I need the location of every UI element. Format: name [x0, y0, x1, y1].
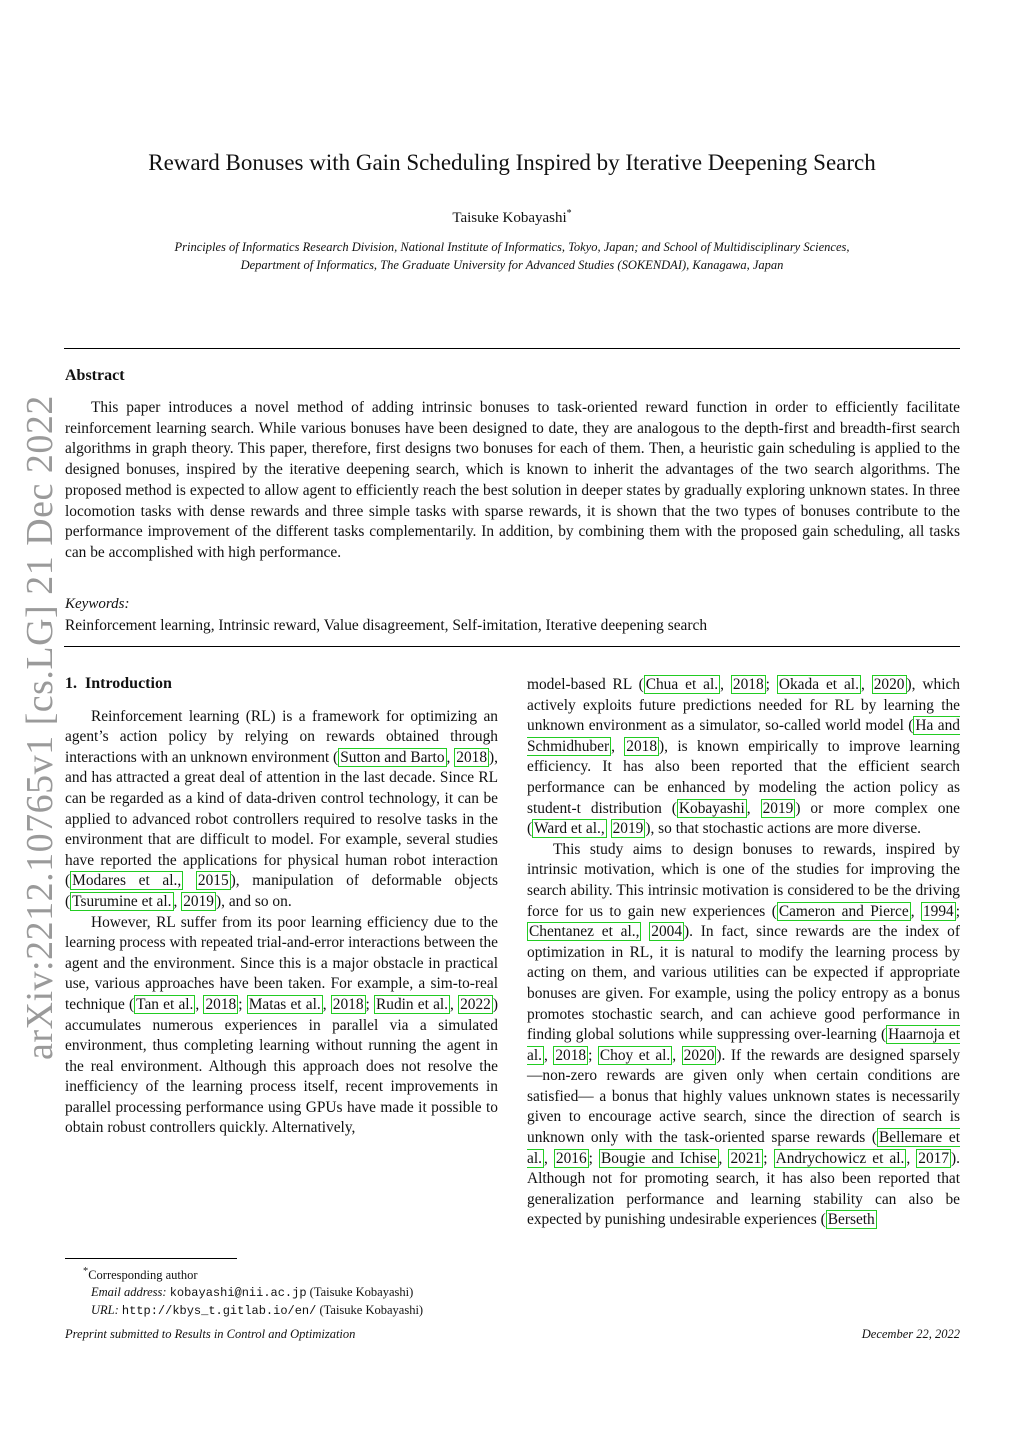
footnote-rule	[65, 1258, 237, 1259]
url-link[interactable]: http://kbys_t.gitlab.io/en/	[121, 1304, 317, 1319]
citation-link[interactable]: 2018	[626, 737, 658, 755]
email-link[interactable]: kobayashi@nii.ac.jp	[169, 1286, 307, 1301]
text-run: ), manipulation of deformable objects (	[65, 872, 498, 910]
citation-link[interactable]: Kobayashi	[678, 799, 745, 817]
citation-link[interactable]: 2020	[683, 1046, 715, 1064]
text-run: ,	[450, 995, 459, 1013]
text-run: However, RL suffer from its poor learning efficiency due to the learning process with repeated trial-and-error interactions between the agent and the environment. Since this is a major obstacle in practical use, various approaches have been taken. For example, a sim-to-real technique (	[65, 913, 498, 1013]
text-run: ), and has attracted a great deal of attention in the last decade. Since RL can be regarded as a kind of data-driven control technology, it can be applied to advanced robot controllers required to resolve tasks in the environment that are difficult to model. For example, several studies have reported the applications for physical human robot interaction (	[65, 748, 499, 890]
citation-link[interactable]: Chentanez et al.,	[529, 923, 640, 941]
footnote-url	[65, 1302, 498, 1320]
citation-link[interactable]: Tan et al.	[136, 995, 194, 1013]
text-run: ). In fact, since rewards are the index of optimization in RL, it is natural to modify the learning process by acting on them, and various utilities can be expected if appropriate bonuses are given. For example, using the policy entropy as a bonus promotes stochastic search, and can achieve good performance in finding global solutions while suppressing over-learning (	[527, 923, 960, 1044]
text-run: ), and so on.	[216, 892, 292, 910]
citation-link[interactable]: Matas et al.	[248, 995, 321, 1013]
author-footnote-mark[interactable]: *	[566, 208, 572, 219]
affiliation-line-1: Principles of Informatics Research Division, National Institute of Informatics, Tokyo, Japan; and School of Multidisciplinary Sciences,	[174, 240, 850, 254]
footer-date: December 22, 2022	[861, 1327, 960, 1341]
text-run: ;	[955, 902, 960, 920]
citation-link[interactable]: Ha and Schmidhuber	[527, 717, 960, 755]
citation-link[interactable]: Cameron and Pierce	[778, 902, 909, 920]
citation-link[interactable]: 2015	[197, 872, 229, 890]
citation-link[interactable]: Choy et al.	[599, 1046, 671, 1064]
paper-title: Reward Bonuses with Gain Scheduling Inspired by Iterative Deepening Search	[148, 150, 876, 175]
citation-link[interactable]: Tsurumine et al.	[72, 892, 172, 910]
citation-link[interactable]: Modares et al.,	[72, 872, 182, 890]
citation-link[interactable]: 2017	[918, 1149, 950, 1167]
footnote-email	[65, 1284, 498, 1302]
citation-link[interactable]: 2021	[730, 1149, 762, 1167]
text-run: ;	[763, 1149, 774, 1167]
text-run: ;	[588, 1046, 598, 1064]
email-name: (Taisuke Kobayashi)	[309, 1285, 414, 1300]
text-run: ) or more complex one (	[527, 799, 961, 838]
section-number: 1.	[65, 675, 77, 692]
citation-link[interactable]: 2022	[460, 995, 491, 1013]
citation-link[interactable]: 2019	[762, 799, 794, 817]
abstract-heading: Abstract	[65, 367, 125, 384]
citation-link[interactable]: 2018	[732, 676, 764, 693]
citation-link[interactable]: Chua et al.	[645, 676, 719, 693]
citation-link[interactable]: 2004	[651, 923, 683, 941]
citation-link[interactable]: 2020	[873, 676, 905, 693]
text-run: ,	[672, 1046, 682, 1064]
text-run: ,	[543, 1046, 554, 1064]
text-run: ,	[446, 748, 455, 766]
affiliation-line-2: Department of Informatics, The Graduate University for Advanced Studies (SOKENDAI), Kanagawa, Japan	[240, 258, 784, 272]
text-run: ,	[906, 1149, 917, 1167]
text-run: ,	[173, 892, 182, 910]
citation-link[interactable]: Berseth	[827, 1211, 875, 1229]
left-column	[65, 674, 498, 1139]
author-name: Taisuke Kobayashi	[452, 210, 567, 226]
keywords-list: Reinforcement learning, Intrinsic reward, Value disagreement, Self-imitation, Iterative deepening search	[65, 617, 708, 634]
text-run: ,	[746, 799, 761, 817]
text-run: ;	[365, 995, 374, 1013]
citation-link[interactable]: Bellemare et al.	[527, 1129, 960, 1167]
text-run: ,	[322, 995, 331, 1013]
right-column	[527, 675, 960, 1231]
text-run: model-based RL (	[527, 676, 644, 693]
footer-journal: Preprint submitted to Results in Control and Optimization	[65, 1327, 356, 1341]
citation-link[interactable]: 2019	[612, 820, 644, 838]
citation-link[interactable]: 2018	[456, 748, 488, 766]
citation-link[interactable]: 2018	[205, 995, 237, 1013]
text-run: ) accumulates numerous experiences in parallel via a simulated environment, thus completing learning without running the agent in the real environment. Although this approach does not resolve the inefficiency of the learning process itself, recent improvements in parallel processing performance using GPUs have made it possible to obtain robust controllers quickly. Alternatively,	[65, 995, 498, 1137]
footnote-corresponding-text: Corresponding author	[88, 1268, 198, 1283]
intro-paragraph-3	[527, 675, 960, 840]
abstract-text: This paper introduces a novel method of adding intrinsic bonuses to task-oriented reward function in order to efficiently facilitate reinforcement learning search. While various bonuses have been designed to date, they are analogous to the depth-first and breadth-first search algorithms in graph theory. This paper, therefore, first designs two bonuses for each of them. Then, a heuristic gain scheduling is applied to the designed bonuses, inspired by the iterative deepening search, which is known to inherit the advantages of the two search algorithms. The proposed method is expected to allow agent to efficiently reach the best solution in deeper states by gradually exploring unknown states. In three locomotion tasks with dense rewards and three simple tasks with sparse rewards, it is shown that the two types of bonuses contribute to the performance improvement of the different tasks complementarily. In addition, by combining them with the proposed gain scheduling, all tasks can be accomplished with high performance.	[65, 399, 960, 561]
citation-link[interactable]: Bougie and Ichise	[601, 1149, 717, 1167]
citation-link[interactable]: Haarnoja et al.	[527, 1026, 961, 1064]
email-label: Email address:	[91, 1285, 167, 1300]
intro-paragraph-4	[527, 840, 960, 1231]
citation-link[interactable]: 2016	[555, 1149, 587, 1167]
citation-link[interactable]: Sutton and Barto	[340, 748, 445, 766]
text-run: ,	[611, 737, 625, 755]
citation-link[interactable]: 2018	[555, 1046, 587, 1064]
text-run: ). Although not for promoting search, it has also been reported that generalization performance and learning stability can also be expected by punishing undesirable experiences (	[527, 1149, 961, 1229]
citation-link[interactable]: 2019	[183, 892, 214, 910]
citation-link[interactable]: 1994	[922, 902, 954, 920]
citation-link[interactable]: Rudin et al.	[375, 995, 449, 1013]
text-run: ;	[238, 995, 247, 1013]
intro-paragraph-1	[65, 707, 498, 913]
citation-link[interactable]: Andrychowicz et al.	[775, 1149, 905, 1167]
keywords-heading: Keywords:	[65, 596, 130, 612]
text-run: ), is known empirically to improve learning efficiency. It has also been reported that the efficient search performance can be enhanced by modeling the action policy as student-t distribution (	[527, 737, 960, 817]
citation-link[interactable]: Ward et al.,	[534, 820, 605, 838]
affiliation	[64, 238, 960, 274]
text-run: ,	[718, 1149, 729, 1167]
url-label: URL:	[91, 1303, 119, 1318]
abstract-bottom-rule	[64, 646, 960, 647]
text-run: This study aims to design bonuses to rewards, inspired by intrinsic motivation, which is one of the studies for improving the search ability. This intrinsic motivation is considered to be the driving force for us to gain new experiences (	[527, 840, 960, 920]
text-run: Reinforcement learning (RL) is a framework for optimizing an agent’s action policy by relying on rewards obtained through interactions with an unknown environment (	[65, 707, 498, 766]
text-run: ), so that stochastic actions are more diverse.	[645, 820, 921, 838]
text-run: ,	[195, 995, 204, 1013]
author-line	[64, 208, 960, 227]
footnote	[65, 1263, 498, 1320]
text-run: ,	[860, 676, 872, 693]
section-heading-introduction	[65, 674, 498, 695]
citation-link[interactable]: 2018	[332, 995, 364, 1013]
text-run: ,	[910, 902, 921, 920]
footnote-mark: *	[83, 1266, 89, 1277]
arxiv-identifier[interactable]: arXiv:2212.10765v1 [cs.LG] 21 Dec 2022	[19, 395, 61, 1060]
text-run: ), which actively exploits future predictions needed for RL by learning the unknown environment as a simulator, so-called world model (	[527, 676, 961, 735]
text-run: ;	[588, 1149, 599, 1167]
url-name: (Taisuke Kobayashi)	[319, 1303, 424, 1318]
section-title: Introduction	[85, 675, 172, 692]
citation-link[interactable]: Okada et al.	[778, 676, 859, 693]
text-run: ;	[765, 676, 777, 693]
text-run: ). If the rewards are designed sparsely —non-zero rewards are given only when certain conditions are satisfied— a bonus that highly values unknown states is necessarily given to encourage active search, since the direction of search is unknown only with the task-oriented sparse rewards (	[527, 1046, 961, 1147]
text-run: ,	[543, 1149, 554, 1167]
abstract-top-rule	[64, 348, 960, 349]
text-run: ,	[720, 676, 731, 693]
intro-paragraph-2	[65, 913, 498, 1140]
footnote-corresponding	[65, 1263, 498, 1284]
